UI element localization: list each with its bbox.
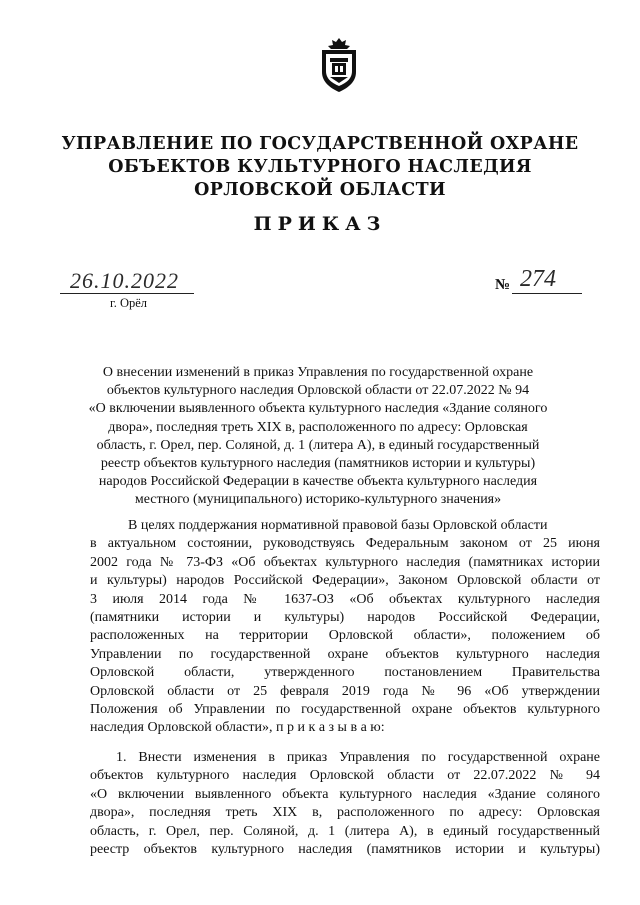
paragraph-line: и культуры) народов Российской Федерации», Законом Орловской области от: [90, 573, 600, 589]
order-subject: [88, 364, 548, 510]
paragraph-line: расположенных на территории Орловской области», положением об: [90, 628, 600, 644]
paragraph-line: 3 июля 2014 года № 1637-ОЗ «Об объектах культурного наследия: [90, 591, 600, 607]
number-label: №: [495, 277, 511, 293]
city-label: г. Орёл: [110, 296, 148, 310]
subject-line: «О включении выявленного объекта культурного наследия «Здание соляного: [88, 401, 548, 417]
coat-of-arms-icon: [318, 36, 360, 94]
paragraph-line: в актуальном состоянии, руководствуясь Федеральным законом от 25 июня: [90, 536, 600, 552]
handwritten-date: 26.10.2022: [70, 268, 179, 293]
paragraph-line: область, г. Орел, пер. Соляной, д. 1 (литера А), в единый государственный: [90, 823, 600, 839]
subject-line: область, г. Орел, пер. Соляной, д. 1 (литера А), в единый государственный: [96, 437, 540, 453]
organization-name: [0, 133, 640, 202]
paragraph-line: «О включении выявленного объекта культурного наследия «Здание соляного: [90, 786, 600, 802]
number-underline: [512, 293, 582, 294]
paragraph-line: 2002 года № 73-ФЗ «Об объектах культурного наследия (памятниках истории: [90, 554, 600, 570]
subject-line: реестр объектов культурного наследия (памятников истории и культуры): [100, 456, 536, 472]
paragraph-line: В целях поддержания нормативной правовой базы Орловской области: [128, 518, 548, 533]
subject-line: местного (муниципального) историко-культурного значения»: [134, 492, 502, 508]
paragraph-line: наследия Орловской области», п р и к а з ы в а ю:: [90, 720, 385, 736]
org-line: ОБЪЕКТОВ КУЛЬТУРНОГО НАСЛЕДИЯ: [108, 157, 532, 177]
paragraph-line: Управлении по государственной охране объектов культурного наследия: [90, 646, 600, 662]
paragraph-line: (памятники истории и культуры) народов Российской Федерации,: [90, 609, 600, 625]
org-line: ОРЛОВСКОЙ ОБЛАСТИ: [194, 180, 446, 200]
document-type-title: ПРИКАЗ: [253, 213, 387, 235]
paragraph-line: реестр объектов культурного наследия (памятников истории и культуры): [90, 841, 600, 857]
paragraph-line: объектов культурного наследия Орловской области от 22.07.2022 № 94: [90, 768, 600, 784]
handwritten-number: 274: [520, 266, 556, 292]
paragraph-line: Орловской области от 25 февраля 2019 года № 96 «Об утверждении: [90, 683, 600, 699]
subject-line: двора», последняя треть XIX в, расположенного по адресу: Орловская: [108, 419, 528, 435]
org-line: УПРАВЛЕНИЕ ПО ГОСУДАРСТВЕННОЙ ОХРАНЕ: [61, 134, 579, 154]
paragraph-line: двора», последняя треть XIX в, расположенного по адресу: Орловская: [90, 805, 600, 821]
paragraph-line: Положения об Управлении по государственной охране объектов культурного: [90, 701, 600, 717]
subject-line: народов Российской Федерации в качестве объекта культурного наследия: [98, 474, 538, 490]
preamble-paragraph: [90, 517, 600, 738]
subject-line: О внесении изменений в приказ Управления по государственной охране: [102, 365, 534, 380]
paragraph-line: Орловской области, утвержденного постановлением Правительства: [90, 665, 600, 681]
date-underline: [60, 293, 194, 294]
subject-line: объектов культурного наследия Орловской области от 22.07.2022 № 94: [106, 383, 530, 399]
clause-1-paragraph: [90, 749, 600, 859]
paragraph-line: 1. Внести изменения в приказ Управления по государственной охране: [116, 750, 600, 765]
